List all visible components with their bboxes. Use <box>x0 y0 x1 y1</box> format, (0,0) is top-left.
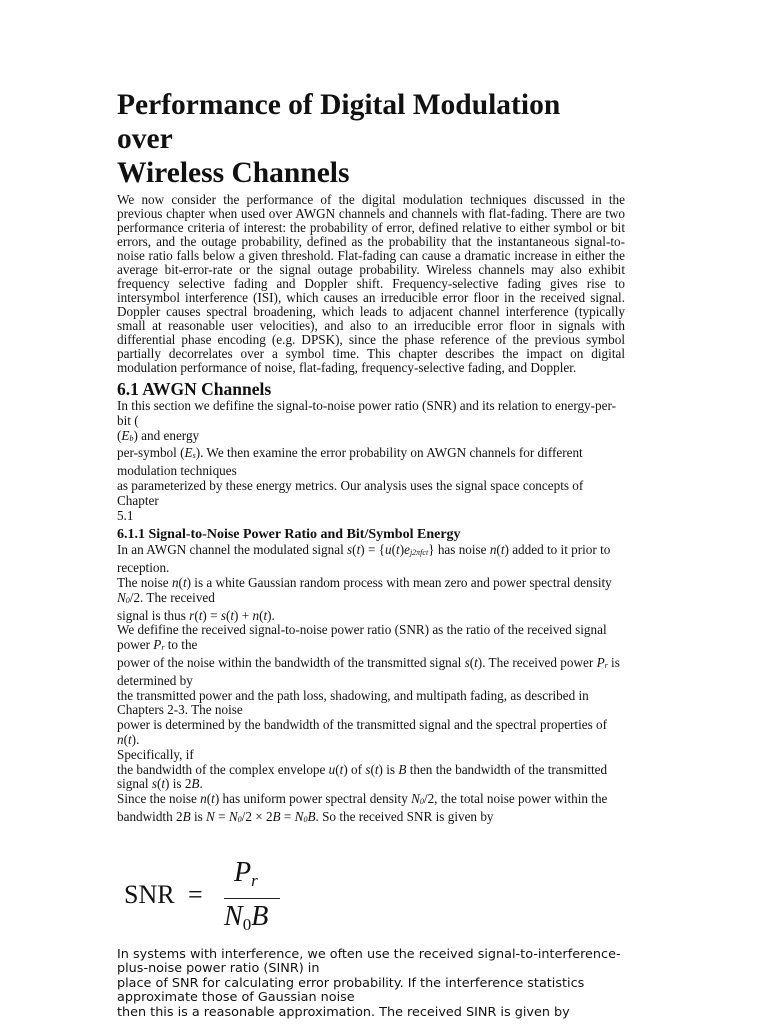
text-line: modulation techniques <box>117 463 237 479</box>
document-title <box>117 88 625 190</box>
subsection-body <box>117 543 625 827</box>
formula-denominator: $N_0B$ <box>224 900 269 934</box>
section-paragraph <box>117 399 625 523</box>
snr-formula <box>120 856 625 946</box>
text-line: then this is a reasonable approximation. The received SINR is given by <box>117 1004 570 1020</box>
closing-paragraph <box>117 948 625 1021</box>
formula-lhs: SNR <box>124 879 175 909</box>
text-line: bandwidth 2B is $N = N_0/2 \times 2B = N_0B$. So the received SNR is given by <box>117 808 494 824</box>
title-line-1: Performance of Digital Modulation <box>117 89 561 121</box>
text-line: plus-noise power ratio (SINR) in <box>117 961 320 977</box>
document-page <box>117 88 625 1020</box>
intro-paragraph: We now consider the performance of the digital modulation techniques discussed in the previous chapter when used over AWGN channels and channels with flat-fading. There are two performance criteria of interest: the probability of error, defined relative to either symbol or bit errors, and the outage probability, defined as the probability that the instantaneous signal-to-noise ratio falls below a given threshold. Flat-fading can cause a dramatic increase in either the average bit-error-rate or the signal outage probability. Wireless channels may also exhibit frequency selective fading and Doppler shift. Frequency-selective fading gives rise to intersymbol interference (ISI), which causes an irreducible error floor in the received signal. Doppler causes spectral broadening, which leads to adjacent channel interference (typically small at reasonable user velocities), and also to an irreducible error floor in signals with differential phase encoding (e.g. DPSK), since the phase reference of the previous symbol partially decorrelates over a symbol time. This chapter describes the impact on digital modulation performance of noise, flat-fading, frequency-selective fading, and Doppler. <box>117 192 625 375</box>
text-line: In systems with interference, we often use the received signal-to-interference- <box>117 946 621 962</box>
text-line: determined by <box>117 672 193 688</box>
text-line: 5.1 <box>117 507 134 523</box>
text-line: as parameterized by these energy metrics. Our analysis uses the signal space concepts of Chapter <box>117 477 584 508</box>
title-line-2: over <box>117 123 173 155</box>
fraction-bar <box>224 898 280 899</box>
text-line: the transmitted power and the path loss, shadowing, and multipath fading, as described in <box>117 687 589 703</box>
text-line: The noise n(t) is a white Gaussian random process with mean zero and power spectral density <box>117 574 612 590</box>
text-line: the bandwidth of the complex envelope u(t) of s(t) is B then the bandwidth of the transmitted <box>117 761 608 777</box>
text-line: In an AWGN channel the modulated signal $s(t) = \{u(t)e_{j2\pi fct}\}$ has noise n(t) added to it prior to <box>117 542 611 558</box>
text-line: In this section we defifine the signal-to-noise power ratio (SNR) and its relation to energy-per-bit ( <box>117 398 617 428</box>
text-line: Specifically, if <box>117 746 194 762</box>
text-line: approximate those of Gaussian noise <box>117 990 355 1006</box>
text-line: signal s(t) is 2B. <box>117 776 203 792</box>
text-line: reception. <box>117 560 170 576</box>
text-line: power of the noise within the bandwidth of the transmitted signal s(t). The received power $P_r$ is <box>117 654 620 670</box>
text-line: place of SNR for calculating error probability. If the interference statistics <box>117 975 585 991</box>
text-line: Since the noise n(t) has uniform power spectral density $N_0/2$, the total noise power within the <box>117 791 608 807</box>
text-line: Chapters 2-3. The noise <box>117 702 243 718</box>
section-heading: 6.1 AWGN Channels <box>117 379 272 399</box>
text-line: $(E_b)$ and energy <box>117 427 200 443</box>
formula-equals: = <box>188 879 203 909</box>
subsection-heading: 6.1.1 Signal-to-Noise Power Ratio and Bit/Symbol Energy <box>117 527 461 543</box>
text-line: per-symbol $(E_s)$. We then examine the error probability on AWGN channels for different <box>117 445 583 461</box>
title-line-3: Wireless Channels <box>117 157 350 189</box>
text-line: $N_0/2$. The received <box>117 589 215 605</box>
text-line: We defifine the received signal-to-noise power ratio (SNR) as the ratio of the received signal <box>117 622 607 638</box>
text-line: power $P_r$ to the <box>117 637 198 653</box>
formula-numerator: $P_r$ <box>234 856 258 890</box>
text-line: signal is thus r(t) = s(t) + n(t). <box>117 607 275 623</box>
text-line: power is determined by the bandwidth of the transmitted signal and the spectral properties of n(t). <box>117 717 607 747</box>
